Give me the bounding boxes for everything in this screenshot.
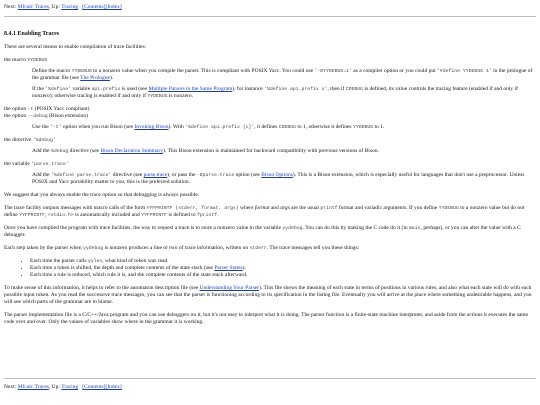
index-link[interactable]: [Index]: [105, 384, 122, 390]
definition-body: [32, 68, 536, 100]
inline-code: stderr: [249, 246, 267, 251]
up-link[interactable]: Tracing: [61, 384, 79, 390]
definition-term: the directive '%debug': [4, 137, 56, 143]
up-label: , Up:: [48, 4, 60, 10]
inline-code: '%define': [45, 87, 72, 92]
inline-code: '%define api.prefix {c}': [185, 125, 255, 130]
next-link[interactable]: Mfcalc Traces: [17, 384, 49, 390]
inline-code: --debug: [27, 114, 48, 119]
inline-code: YYFPRINTF (stderr, format, args): [146, 206, 239, 211]
emphasis: args: [280, 205, 290, 211]
trace-message-list: [4, 258, 536, 279]
inline-code: -t: [27, 107, 34, 112]
body-paragraph: We suggest that you always enable the trace option so that debugging is always possible.: [4, 192, 200, 198]
top-navigation: [4, 4, 122, 11]
cross-reference-link[interactable]: Parser States: [214, 265, 243, 271]
body-paragraph: To make sense of this information, it helps to refer to the automaton description file (see Understanding Your Parser). This file shows the meaning of each state in terms of positions in various rules, and also what each state will do with each possible input token. As you read the successive trace messages, you can see that the parser is functioning according to its specification in the listing file. Eventually you will arrive at the place where something undesirable happens, and you will see which parts of the grammar are to blame.: [4, 285, 532, 305]
next-label: Next:: [4, 4, 17, 10]
inline-code: YYDEBUG: [352, 125, 374, 130]
inline-code: YYDEBUG: [147, 94, 168, 99]
inline-code: yydebug: [282, 226, 303, 231]
definition-body: [32, 124, 536, 131]
contents-link[interactable]: [Contents]: [82, 384, 106, 390]
inline-code: api.prefix: [91, 87, 121, 92]
inline-code: '#define YYDEBUG 1': [437, 69, 492, 74]
emphasis: format: [254, 205, 270, 211]
inline-code: YYFPRINTF: [141, 213, 167, 218]
body-paragraph: The trace facility outputs messages with macro calls of the form YYFPRINTF (stderr, format, args) where format and args are the usual printf format and variadic arguments. If you define YYDEBUG to a nonzero value but do not define YYFPRINTF, <stdio.h> is automatically included and YYFPRINTF is defined to fprintf.: [4, 205, 525, 218]
definition-body: [32, 172, 536, 186]
up-link[interactable]: Tracing: [61, 4, 79, 10]
inline-code: '%define parse.trace': [50, 173, 112, 178]
next-label: Next:: [4, 384, 17, 390]
up-label: , Up:: [48, 384, 60, 390]
inline-code: <stdio.h>: [47, 213, 74, 218]
cross-reference-link[interactable]: Bison Options: [261, 172, 293, 178]
main-content: [4, 30, 536, 332]
next-link[interactable]: Mfcalc Traces: [17, 4, 49, 10]
definition-term: the option -t (POSIX Yacc compliant): [4, 106, 90, 112]
section-title: 8.4.1 Enabling Traces: [4, 31, 60, 37]
bottom-divider: [4, 378, 536, 379]
cross-reference-link[interactable]: parse.trace: [143, 172, 168, 178]
inline-code: YYDEBUG: [438, 206, 459, 211]
definition-list: [4, 57, 536, 186]
definition-body: [32, 148, 536, 155]
inline-code: '-DYYDEBUG=1': [314, 69, 352, 74]
definition-term: the macro YYDEBUG: [4, 57, 48, 63]
definition-paragraph: Add the %debug directive (see Bison Declaration Summary). This Bison extension is maintained for backward compatibility with previous versions of Bison.: [32, 148, 379, 154]
definition-paragraph: If the '%define' variable api.prefix is used (see Multiple Parsers in the Same Program), for instance '%define api.prefix x', then if CDEBUG is defined, its value controls the tracing feature (enabled if and only if nonzero); otherwise tracing is enabled if and only if YYDEBUG is nonzero.: [32, 86, 518, 99]
list-item: • Each time the parser calls yylex, what kind of token was read.: [30, 258, 536, 265]
cross-reference-link[interactable]: Understanding Your Parser: [199, 285, 260, 291]
top-divider: [4, 16, 536, 17]
inline-code: CDEBUG: [345, 87, 364, 92]
contents-link[interactable]: [Contents]: [82, 4, 106, 10]
cross-reference-link[interactable]: Multiple Parsers in the Same Program: [148, 86, 233, 92]
inline-code: fprintf: [196, 213, 218, 218]
inline-code: YYDEBUG: [71, 69, 92, 74]
list-item: • Each time a rule is reduced, which rule it is, and the complete contents of the state stack afterward.: [30, 272, 536, 279]
definition-paragraph: Use the '-t' option when you run Bison (see Invoking Bison). With '%define api.prefix {c}', it defines CDEBUG to 1, otherwise it defines YYDEBUG to 1.: [32, 124, 385, 130]
inline-code: yydebug: [82, 246, 104, 251]
bottom-navigation: [4, 384, 122, 391]
list-item: • Each time a token is shifted, the depth and complete contents of the state stack (see Parser States).: [30, 265, 536, 272]
inline-code: printf: [320, 206, 338, 211]
inline-code: '-t': [50, 125, 62, 130]
cross-reference-link[interactable]: Invoking Bison: [134, 124, 169, 130]
body-paragraph: The parser implementation file is a C/C++/Java program and you can use debuggers on it, but it's not easy to interpret what it is doing. The parser function is a finite-state machine interpreter, and aside from the actions it executes the same code over and over. Only the values of variables show where in the grammar it is working.: [4, 312, 529, 325]
body-paragraph: Each step taken by the parser when yydebug is nonzero produces a line or two of trace information, written on stderr. The trace messages tell you these things:: [4, 245, 360, 251]
definition-paragraph: Define the macro YYDEBUG to a nonzero value when you compile the parser. This is compliant with POSIX Yacc. You could use '-DYYDEBUG=1' as a compiler option or you could put '#define YYDEBUG 1' in the prologue of the grammar file (see The Prologue).: [32, 68, 533, 81]
cross-reference-link[interactable]: The Prologue: [80, 75, 110, 81]
inline-code: '%define api.prefix x': [264, 87, 328, 92]
inline-code: yylex: [87, 259, 103, 264]
inline-code: %debug: [50, 149, 69, 154]
inline-code: CDEBUG: [278, 125, 296, 130]
cross-reference-link[interactable]: Bison Declaration Summary: [100, 148, 164, 154]
inline-code: -Dparse.trace: [196, 173, 235, 178]
intro-paragraph: There are several means to enable compilation of trace facilities:: [4, 44, 147, 50]
definition-paragraph: Add the '%define parse.trace' directive (see parse.trace), or pass the -Dparse.trace option (see Bison Options). This is a Bison extension, which is especially useful for languages that don't use a preprocessor. Unless POSIX and Yacc portability matter to you, this is the preferred solution.: [32, 172, 525, 185]
inline-code: YYFPRINTF: [19, 213, 46, 218]
inline-code: main: [409, 226, 421, 231]
index-link[interactable]: [Index]: [105, 4, 122, 10]
definition-term: the variable 'parse.trace': [4, 161, 69, 167]
definition-term: the option --debug (Bison extension): [4, 113, 89, 119]
body-paragraph: Once you have compiled the program with trace facilities, the way to request a trace is to store a nonzero value in the variable yydebug. You can do this by making the C code do it (in main, perhaps), or you can alter the value with a C debugger.: [4, 225, 521, 238]
